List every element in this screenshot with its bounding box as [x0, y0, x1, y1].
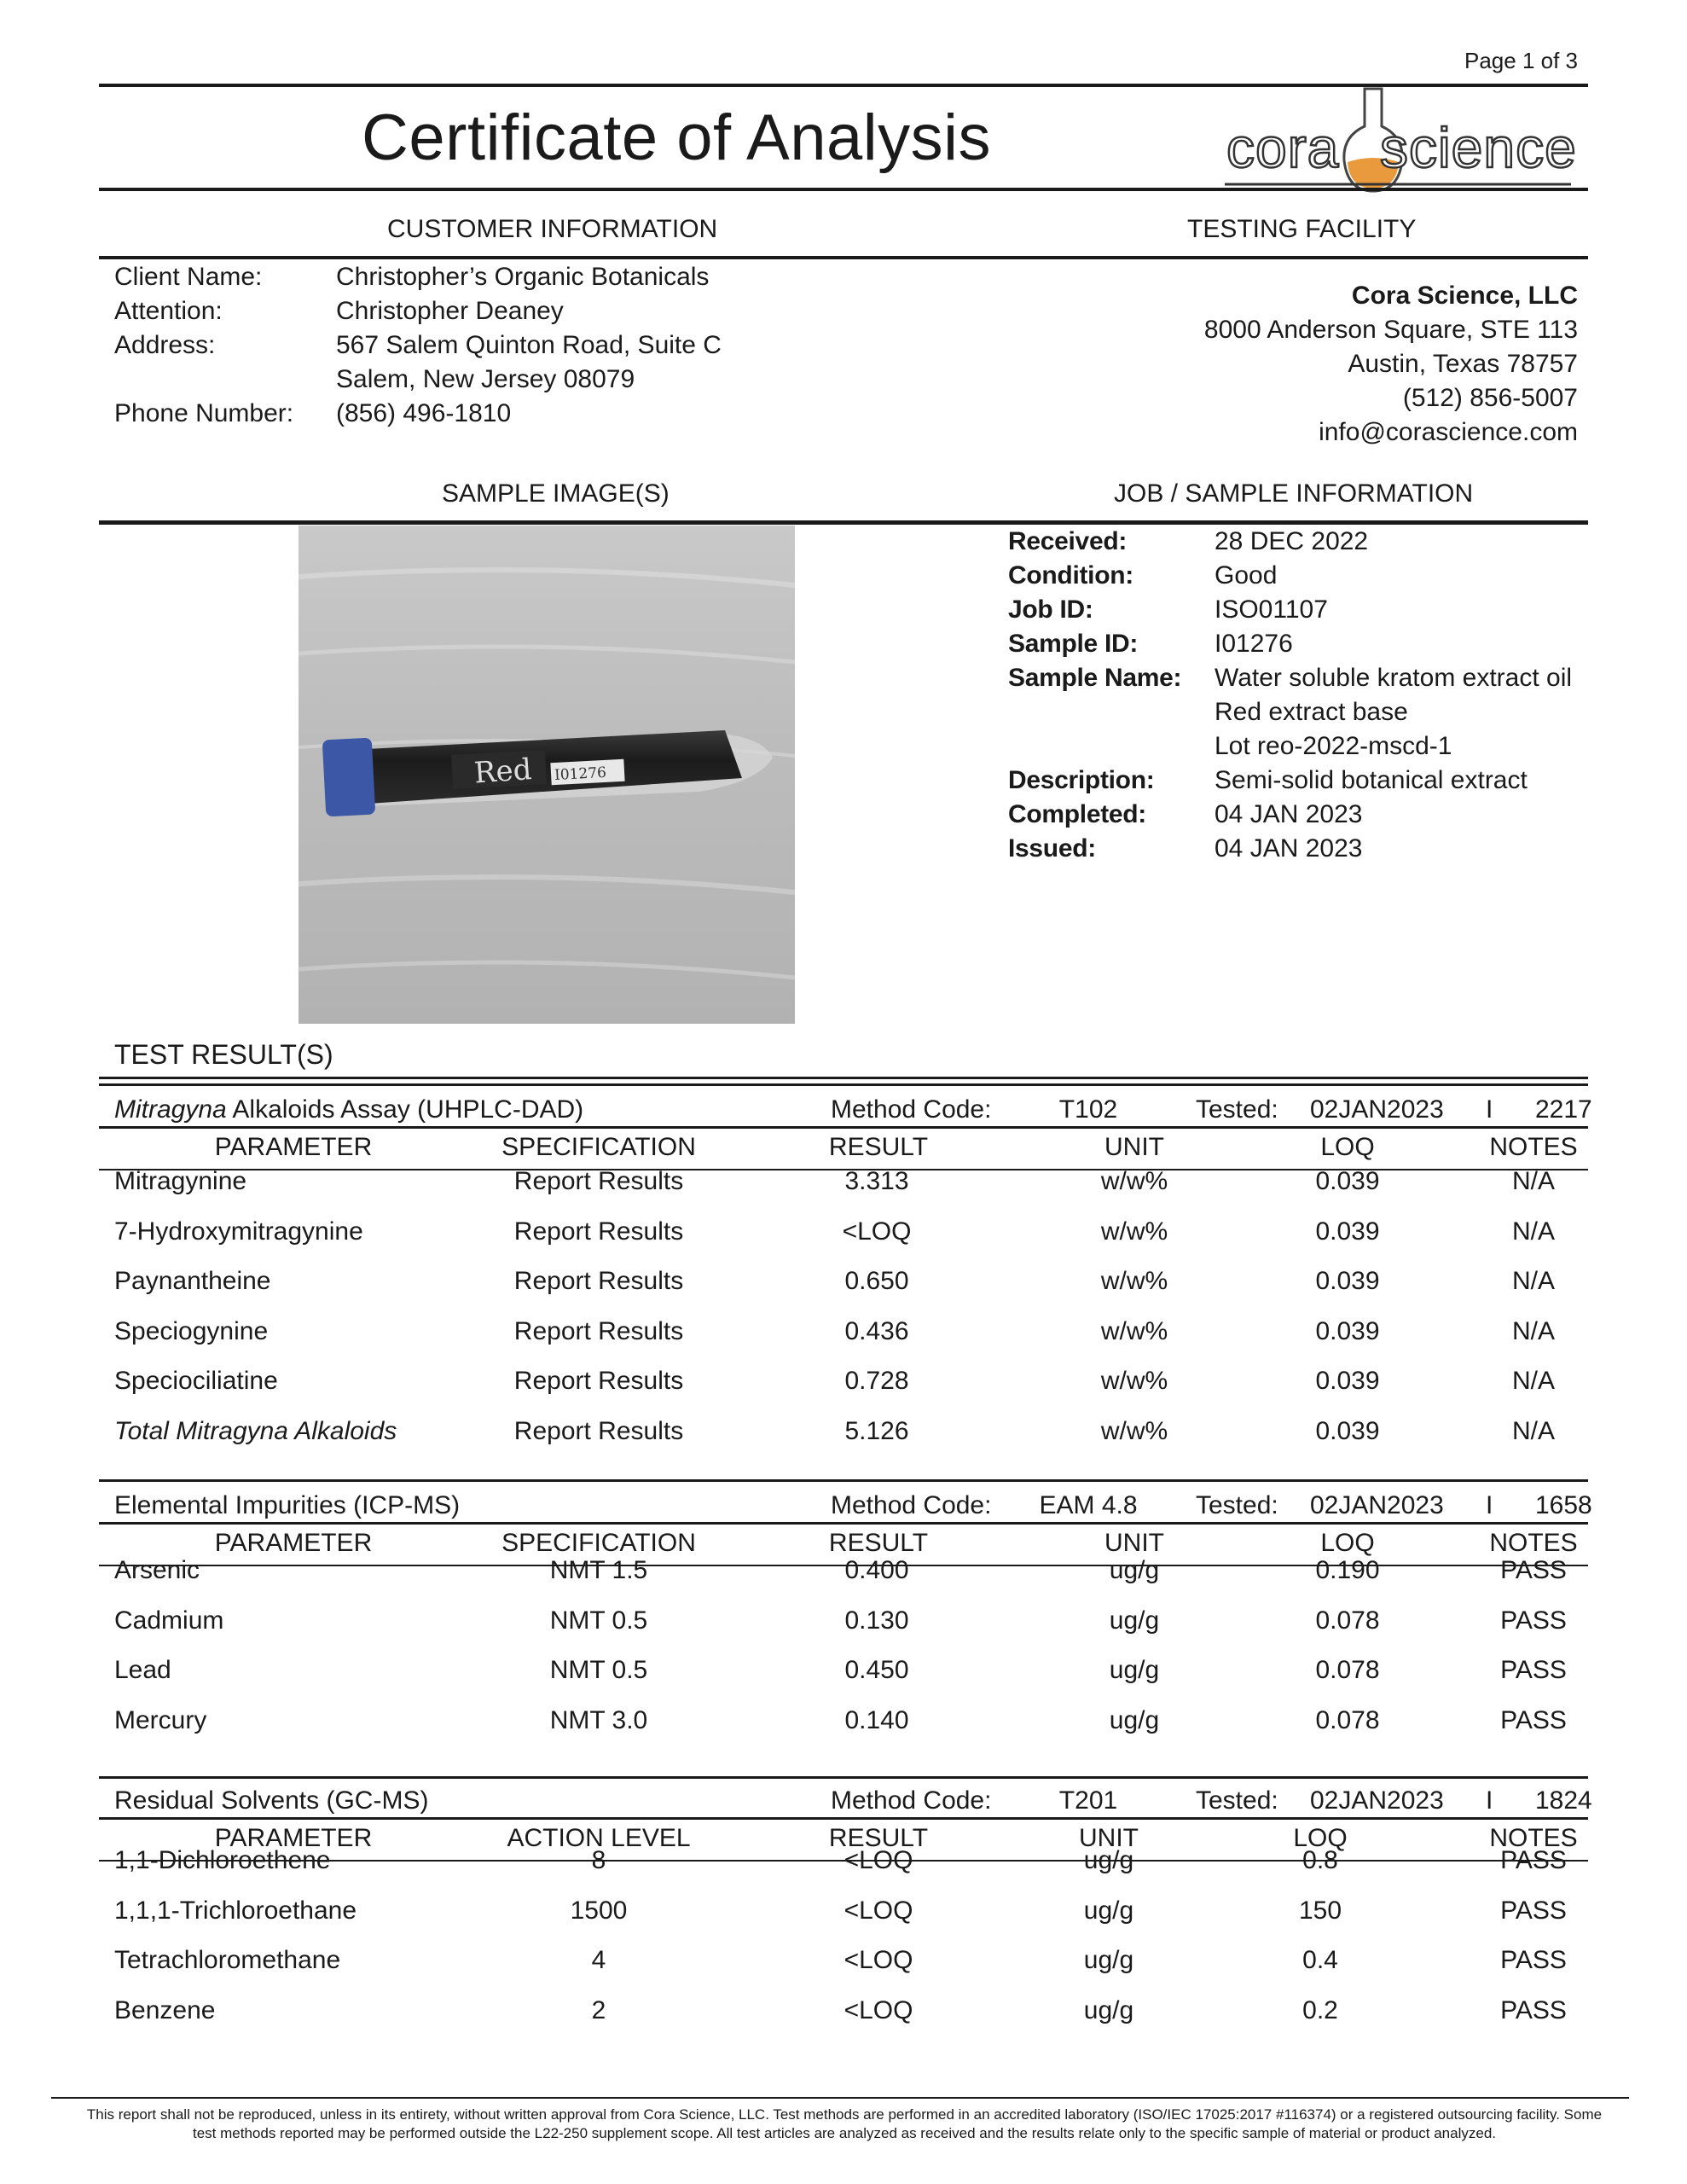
column-header-unit: UNIT [1104, 1529, 1164, 1557]
cell-unit: ug/g [1083, 1996, 1134, 2024]
tested-label: Tested: [1196, 1095, 1278, 1124]
column-header-parameter: PARAMETER [214, 1824, 373, 1852]
cell-unit: w/w% [1100, 1317, 1168, 1345]
results-rule-b [99, 1083, 1588, 1086]
tested-separator: I [1486, 1786, 1493, 1815]
cell-notes: N/A [1511, 1417, 1556, 1445]
cell-parameter: Speciociliatine [114, 1367, 278, 1395]
job-id-label: Job ID: [1008, 595, 1093, 624]
cell-unit: w/w% [1100, 1167, 1168, 1195]
phone: (856) 496-1810 [336, 399, 512, 427]
attention: Christopher Deaney [336, 297, 564, 325]
cell-loq: 0.078 [1315, 1606, 1380, 1635]
cell-unit: ug/g [1109, 1606, 1160, 1635]
condition: Good [1215, 561, 1278, 590]
column-header-parameter: PARAMETER [214, 1529, 373, 1557]
cora-science-logo [1220, 85, 1578, 196]
cell-notes: PASS [1500, 1606, 1567, 1635]
facility-phone: (512) 856-5007 [1402, 384, 1578, 412]
test-results-title: TEST RESULT(S) [114, 1039, 333, 1070]
cell-loq: 0.039 [1315, 1167, 1380, 1195]
page-number: Page 1 of 3 [1464, 48, 1578, 73]
facility-section-title: TESTING FACILITY [1187, 215, 1417, 243]
tested-date: 02JAN2023 [1310, 1491, 1444, 1519]
sample-name-label: Sample Name: [1008, 664, 1182, 692]
column-header-result: RESULT [828, 1529, 929, 1557]
cell-parameter: Speciogynine [114, 1317, 269, 1345]
cell-result: 3.313 [844, 1167, 909, 1195]
cell-result: 0.650 [844, 1267, 909, 1295]
cell-result: 0.450 [844, 1656, 909, 1684]
column-header-loq: LOQ [1320, 1529, 1375, 1557]
customer-section-title: CUSTOMER INFORMATION [387, 215, 718, 243]
completed-label: Completed: [1008, 800, 1147, 828]
address-line1: 567 Salem Quinton Road, Suite C [336, 331, 722, 359]
cell-notes: PASS [1500, 1846, 1567, 1874]
client-name-label: Client Name: [114, 263, 263, 291]
cell-result: 0.140 [844, 1706, 909, 1734]
cell-parameter: 1,1,1-Trichloroethane [114, 1896, 357, 1925]
sample-name-2: Red extract base [1215, 698, 1408, 726]
cell-notes: PASS [1500, 1946, 1567, 1974]
cell-loq: 0.078 [1315, 1706, 1380, 1734]
table-title [114, 1786, 428, 1815]
job-id: ISO01107 [1215, 595, 1328, 624]
cell-result: <LOQ [844, 1846, 913, 1874]
cell-specification: NMT 0.5 [549, 1656, 648, 1684]
column-header-parameter: PARAMETER [214, 1133, 373, 1161]
cell-specification: Report Results [513, 1367, 684, 1395]
cell-unit: ug/g [1083, 1896, 1134, 1925]
cell-result: 0.728 [844, 1367, 909, 1395]
cell-specification: Report Results [513, 1167, 684, 1195]
cell-result: <LOQ [842, 1217, 912, 1246]
cell-specification: NMT 1.5 [549, 1556, 648, 1584]
tube-label: Red [472, 752, 533, 791]
cell-loq: 0.4 [1302, 1946, 1338, 1974]
sample-photo [299, 526, 795, 1024]
tested-date: 02JAN2023 [1310, 1786, 1444, 1815]
facility-city: Austin, Texas 78757 [1348, 350, 1578, 378]
description-label: Description: [1008, 766, 1155, 794]
address-line2: Salem, New Jersey 08079 [336, 365, 635, 393]
method-code-label: Method Code: [831, 1491, 992, 1519]
cell-specification: NMT 0.5 [549, 1606, 648, 1635]
table-title-rule [99, 1522, 1588, 1525]
table-title-rule [99, 1817, 1588, 1820]
table-title-text: Elemental Impurities (ICP-MS) [114, 1491, 461, 1519]
header-bottom-rule [99, 188, 1588, 191]
tested-label: Tested: [1196, 1491, 1278, 1519]
info-rule [99, 256, 1588, 259]
footer-rule [51, 2097, 1629, 2099]
cell-parameter: Cadmium [114, 1606, 224, 1635]
table-bottom-rule [99, 1776, 1588, 1779]
cell-loq: 0.190 [1315, 1556, 1380, 1584]
method-code: T201 [1058, 1786, 1118, 1815]
cell-result: 0.130 [844, 1606, 909, 1635]
client-name: Christopher’s Organic Botanicals [336, 263, 710, 291]
table-title-text: Alkaloids Assay (UHPLC-DAD) [226, 1095, 584, 1124]
sample-rule [99, 520, 1588, 525]
job-info-title: JOB / SAMPLE INFORMATION [1114, 479, 1474, 508]
facility-street: 8000 Anderson Square, STE 113 [1203, 316, 1578, 344]
cell-unit: w/w% [1100, 1367, 1168, 1395]
column-header-notes: NOTES [1489, 1529, 1578, 1557]
cell-unit: ug/g [1083, 1946, 1134, 1974]
cell-action-level: 8 [591, 1846, 606, 1874]
description: Semi-solid botanical extract [1215, 766, 1528, 794]
cell-result: 0.400 [844, 1556, 909, 1584]
tested-time: 2217 [1535, 1095, 1592, 1124]
cell-specification: NMT 3.0 [549, 1706, 648, 1734]
cell-notes: PASS [1500, 1996, 1567, 2024]
cell-action-level: 2 [591, 1996, 606, 2024]
cell-parameter: Mitragynine [114, 1167, 247, 1195]
tested-label: Tested: [1196, 1786, 1278, 1815]
tested-time: 1824 [1535, 1786, 1592, 1815]
cell-notes: PASS [1500, 1656, 1567, 1684]
completed: 04 JAN 2023 [1215, 800, 1363, 828]
cell-loq: 0.078 [1315, 1656, 1380, 1684]
cell-unit: ug/g [1109, 1706, 1160, 1734]
cell-unit: w/w% [1100, 1267, 1168, 1295]
cell-parameter: Arsenic [114, 1556, 200, 1584]
facility-email: info@corascience.com [1319, 418, 1578, 446]
cell-action-level: 1500 [570, 1896, 628, 1925]
tested-separator: I [1486, 1095, 1493, 1124]
cell-notes: PASS [1500, 1706, 1567, 1734]
tube-id: I01276 [554, 764, 607, 785]
sample-name-3: Lot reo-2022-mscd-1 [1215, 732, 1452, 760]
cell-notes: N/A [1511, 1217, 1556, 1246]
svg-text:science: science [1380, 116, 1577, 179]
cell-parameter: 1,1-Dichloroethene [114, 1846, 331, 1874]
table-title [114, 1491, 460, 1520]
attention-label: Attention: [114, 297, 223, 325]
cell-notes: N/A [1511, 1167, 1556, 1195]
cell-notes: PASS [1500, 1896, 1567, 1925]
cell-notes: PASS [1500, 1556, 1567, 1584]
method-code: T102 [1058, 1095, 1118, 1124]
cell-specification: Report Results [513, 1267, 684, 1295]
cell-unit: w/w% [1100, 1217, 1168, 1246]
cell-loq: 0.2 [1302, 1996, 1338, 2024]
sample-images-title: SAMPLE IMAGE(S) [442, 479, 670, 508]
table-title-rule [99, 1126, 1588, 1129]
cell-unit: w/w% [1100, 1417, 1168, 1445]
cell-parameter: Lead [114, 1656, 171, 1684]
cell-notes: N/A [1511, 1267, 1556, 1295]
cell-parameter: Benzene [114, 1996, 216, 2024]
column-header-loq: LOQ [1293, 1824, 1348, 1852]
address-label: Address: [114, 331, 216, 359]
column-header-notes: NOTES [1489, 1133, 1578, 1161]
phone-label: Phone Number: [114, 399, 294, 427]
sample-id: I01276 [1215, 630, 1293, 658]
cell-specification: Report Results [513, 1417, 684, 1445]
column-header-unit: UNIT [1104, 1133, 1164, 1161]
cell-parameter: Total Mitragyna Alkaloids [114, 1417, 397, 1445]
table-title [114, 1095, 583, 1124]
cell-parameter: Mercury [114, 1706, 207, 1734]
cell-loq: 0.039 [1315, 1217, 1380, 1246]
cell-loq: 0.039 [1315, 1367, 1380, 1395]
column-header-loq: LOQ [1320, 1133, 1375, 1161]
method-code: EAM 4.8 [1039, 1491, 1138, 1519]
facility-name: Cora Science, LLC [1351, 282, 1578, 310]
column-header-result: RESULT [828, 1133, 929, 1161]
condition-label: Condition: [1008, 561, 1133, 590]
issued: 04 JAN 2023 [1215, 834, 1363, 863]
cell-loq: 0.039 [1315, 1417, 1380, 1445]
cell-loq: 0.039 [1315, 1267, 1380, 1295]
svg-text:cora: cora [1226, 116, 1340, 179]
cell-specification: Report Results [513, 1217, 684, 1246]
results-rule-a [99, 1077, 1588, 1079]
cell-unit: ug/g [1109, 1556, 1160, 1584]
tested-separator: I [1486, 1491, 1493, 1519]
method-code-label: Method Code: [831, 1095, 992, 1124]
table-title-italic: Mitragyna [114, 1095, 227, 1124]
sample-id-label: Sample ID: [1008, 630, 1139, 658]
cell-result: 0.436 [844, 1317, 909, 1345]
column-header-notes: NOTES [1489, 1824, 1578, 1852]
table-title-text: Residual Solvents (GC-MS) [114, 1786, 429, 1815]
column-header-result: RESULT [828, 1824, 929, 1852]
cell-parameter: 7-Hydroxymitragynine [114, 1217, 363, 1246]
column-header-action-level: ACTION LEVEL [507, 1824, 691, 1852]
sample-name-1: Water soluble kratom extract oil [1215, 664, 1573, 692]
tested-time: 1658 [1535, 1491, 1592, 1519]
cell-specification: Report Results [513, 1317, 684, 1345]
cell-action-level: 4 [591, 1946, 606, 1974]
column-header-specification: SPECIFICATION [501, 1529, 696, 1557]
cell-notes: N/A [1511, 1367, 1556, 1395]
cell-result: <LOQ [844, 1996, 913, 2024]
table-bottom-rule [99, 1479, 1588, 1482]
column-header-specification: SPECIFICATION [501, 1133, 696, 1161]
method-code-label: Method Code: [831, 1786, 992, 1815]
cell-result: <LOQ [844, 1896, 913, 1925]
cell-unit: ug/g [1083, 1846, 1134, 1874]
document-title: Certificate of Analysis [362, 102, 992, 174]
received-label: Received: [1008, 527, 1128, 555]
cell-result: <LOQ [844, 1946, 913, 1974]
cell-parameter: Tetrachloromethane [114, 1946, 341, 1974]
column-header-unit: UNIT [1079, 1824, 1139, 1852]
received: 28 DEC 2022 [1215, 527, 1369, 555]
cell-parameter: Paynantheine [114, 1267, 271, 1295]
cell-loq: 0.039 [1315, 1317, 1380, 1345]
cell-loq: 150 [1298, 1896, 1342, 1925]
cell-loq: 0.8 [1302, 1846, 1338, 1874]
footer-disclaimer: This report shall not be reproduced, unless in its entirety, without written approval from Cora Science, LLC. Test methods are performed in an accredited laboratory (ISO/IEC 17025:2017 #116374) or a registered outsourcing facility. Some test methods reported may be performed outside the L22-250 supplement scope. All test articles are analyzed as received and the results relate only to the specific sample of material or product analyzed. [86, 2106, 1603, 2141]
cell-result: 5.126 [844, 1417, 909, 1445]
issued-label: Issued: [1008, 834, 1096, 863]
tested-date: 02JAN2023 [1310, 1095, 1444, 1124]
cell-notes: N/A [1511, 1317, 1556, 1345]
cell-unit: ug/g [1109, 1656, 1160, 1684]
